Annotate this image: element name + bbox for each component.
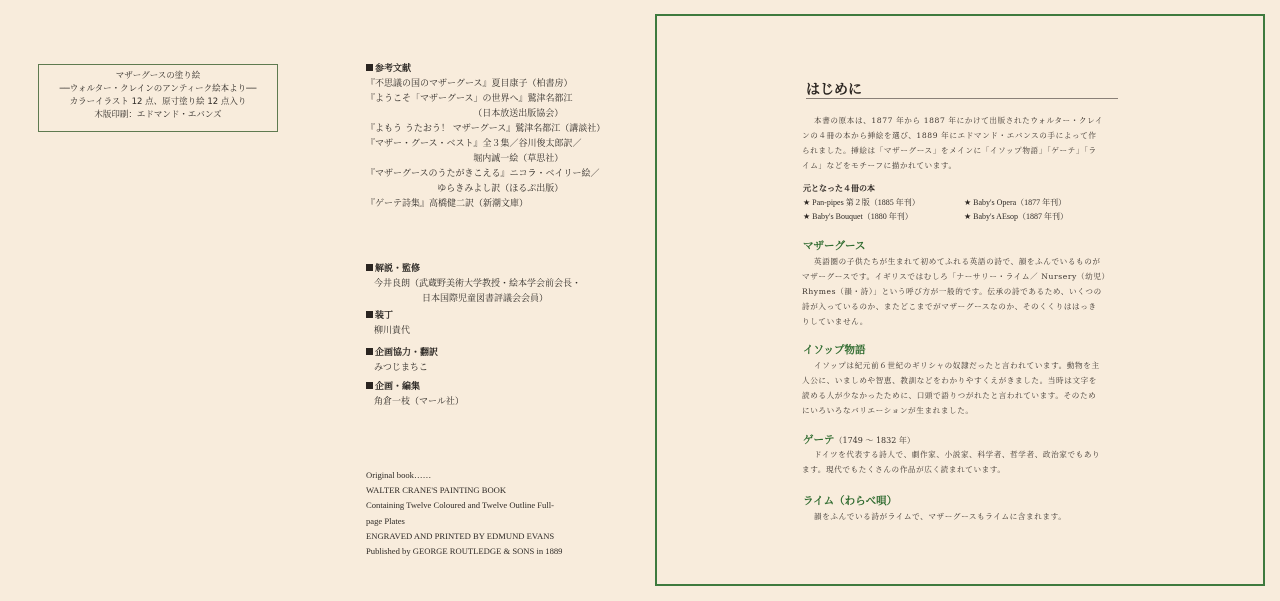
reference-line: （日本放送出版協会） xyxy=(473,109,564,119)
planning-heading: 企画協力・翻訳 xyxy=(366,346,438,361)
reference-line: 『マザー・グース・ベスト』全３集／谷川俊太郎訳／ xyxy=(366,139,582,149)
body-line: 韻をふんでいる詩がライムで、マザーグースもライムに含まれます。 xyxy=(814,512,1067,521)
aesop-heading: イソップ物語 xyxy=(803,344,866,356)
original-line: Published by GEORGE ROUTLEDGE & SONS in 1889 xyxy=(366,546,563,557)
book-item: ★ Pan-pipes 第２版（1885 年刊） xyxy=(803,198,920,207)
book-subtitle: ──ウォルター・クレインのアンティーク絵本より── xyxy=(59,84,257,94)
reference-line: 『マザーグースのうたがきこえる』ニコラ・ベイリー絵／ xyxy=(366,169,600,179)
mother-goose-text xyxy=(802,254,1120,329)
book-item: ★ Baby's Bouquet（1880 年刊） xyxy=(803,212,913,221)
body-line: りしていません。 xyxy=(802,317,869,327)
book-title-box xyxy=(38,64,278,132)
body-line: ドイツを代表する詩人で、劇作家、小説家、科学者、哲学者、政治家でもあり xyxy=(814,450,1101,459)
body-line: 読める人が少なかったために、口頭で語りつがれたと言われています。そのため xyxy=(802,391,1097,401)
body-line: マザーグースです。イギリスではむしろ「ナーサリー・ライム／ Nursery（幼児） xyxy=(802,272,1110,282)
editing-name: 角倉一枝（マール社） xyxy=(374,397,464,407)
original-line: Original book…… xyxy=(366,470,432,480)
body-line: イソップは紀元前６世紀のギリシャの奴隷だったと言われています。動物を主 xyxy=(814,361,1100,370)
intro-heading: はじめに xyxy=(806,82,862,98)
illustration-count: カラーイラスト 12 点、原寸塗り絵 12 点入り xyxy=(69,97,247,107)
intro-paragraph xyxy=(802,113,1120,173)
original-book-block xyxy=(366,468,562,559)
original-line: WALTER CRANE'S PAINTING BOOK xyxy=(366,485,507,496)
editing-block xyxy=(366,380,464,410)
aesop-text xyxy=(802,358,1120,418)
intro-line: られました。挿絵は「マザーグース」をメインに「イソップ物語」「ゲーテ」「ラ xyxy=(802,146,1097,156)
planning-block xyxy=(366,346,438,376)
heading-divider xyxy=(806,98,1118,99)
star-icon: ★ xyxy=(803,212,811,221)
star-icon: ★ xyxy=(964,198,972,207)
rhyme-text xyxy=(802,509,1120,524)
body-line: 人公に、いましめや智恵、教訓などをわかりやすくえがきました。当時は文字を xyxy=(802,376,1097,386)
reference-line: ゆらきみよし訳（ほるぷ出版） xyxy=(437,184,564,194)
commentary-name: 今井良朗（武蔵野美術大学教授・絵本学会前会長・ xyxy=(374,279,582,289)
binding-heading: 装丁 xyxy=(366,309,410,324)
mother-goose-heading: マザーグース xyxy=(803,240,866,252)
body-line: ます。現代でもたくさんの作品が広く読まれています。 xyxy=(802,465,1006,475)
editing-heading: 企画・編集 xyxy=(366,380,464,395)
book-item: ★ Baby's AEsop（1887 年刊） xyxy=(964,212,1068,221)
commentary-heading: 解説・監修 xyxy=(366,262,581,277)
reference-line: 堀内誠一絵（草思社） xyxy=(473,154,564,164)
star-icon: ★ xyxy=(803,198,811,207)
reference-line: 『ようこそ「マザーグース」の世界へ』鷲津名都江 xyxy=(366,94,573,104)
intro-line: 本書の原本は、1877 年から 1887 年にかけて出版されたウォルター・クレイ xyxy=(814,116,1104,125)
references-heading: 参考文献 xyxy=(366,62,605,77)
goethe-heading: ゲーテ（1749 ～ 1832 年） xyxy=(803,434,915,446)
rhyme-heading: ライム（わらべ唄） xyxy=(803,495,898,507)
original-line: ENGRAVED AND PRINTED BY EDMUND EVANS xyxy=(366,530,555,541)
book-title: マザーグースの塗り絵 xyxy=(115,71,201,81)
body-line: Rhymes（韻・詩）」という呼び方が一般的です。伝承の詩であるため、いくつの xyxy=(802,287,1102,297)
references-block xyxy=(366,62,605,212)
intro-line: イム」などをモチーフに描かれています。 xyxy=(802,161,957,171)
goethe-text xyxy=(802,447,1120,477)
reference-line: 『ゲーテ詩集』高橋健二訳（新潮文庫） xyxy=(366,199,529,209)
binding-block xyxy=(366,309,410,339)
planning-name: みつじまちこ xyxy=(374,363,428,373)
commentary-block xyxy=(366,262,581,307)
original-line: page Plates xyxy=(366,515,405,526)
star-icon: ★ xyxy=(964,212,972,221)
goethe-years: （1749 ～ 1832 年） xyxy=(834,436,915,445)
binding-name: 柳川貴代 xyxy=(374,326,411,336)
intro-line: ンの４冊の本から挿絵を選び、1889 年にエドマンド・エバンスの手によって作 xyxy=(802,131,1097,141)
body-line: 英語圏の子供たちが生まれて初めてふれる英語の詩で、韻をふんでいるものが xyxy=(814,257,1101,266)
body-line: にいろいろなバリエーションが生まれました。 xyxy=(802,406,974,416)
source-books-label: 元となった４冊の本 xyxy=(803,184,875,193)
printing-credit: 木版印刷：エドマンド・エバンズ xyxy=(94,110,222,120)
reference-line: 『よもう うたおう！ マザーグース』鷲津名都江（講談社） xyxy=(366,124,606,134)
commentary-affiliation: 日本国際児童図書評議会会員） xyxy=(422,294,549,304)
book-item: ★ Baby's Opera（1877 年刊） xyxy=(964,198,1067,207)
body-line: 詩が入っているのか、またどこまでがマザーグースなのか、そのくくりははっき xyxy=(802,302,1097,312)
original-line: Containing Twelve Coloured and Twelve Outline Full- xyxy=(366,500,554,511)
reference-line: 『不思議の国のマザーグース』夏目康子（柏書房） xyxy=(366,79,573,89)
